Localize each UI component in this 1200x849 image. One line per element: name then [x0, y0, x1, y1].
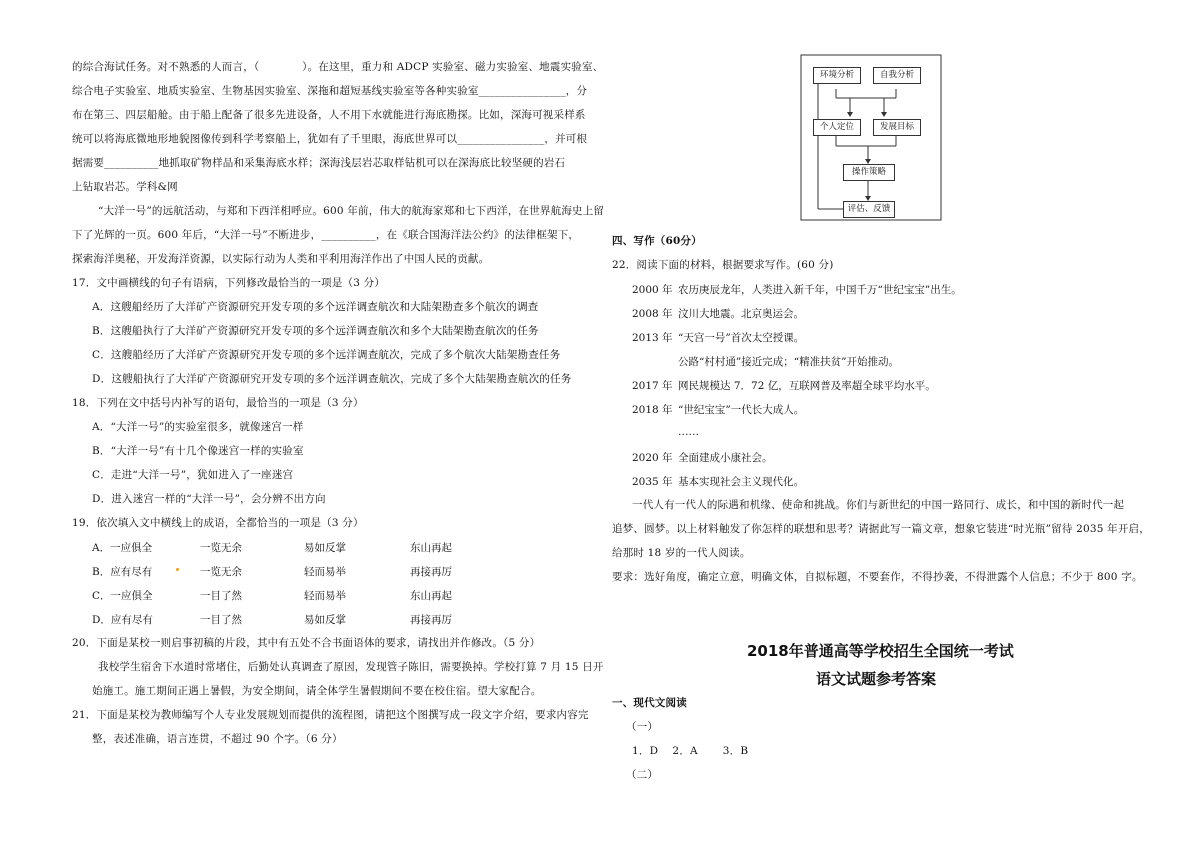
question-18-option-c: C．走进“大洋一号”，犹如进入了一座迷宫 — [92, 469, 294, 481]
flowchart-node-environment-analysis: 环境分析 — [813, 67, 861, 84]
q19-cell: 东山再起 — [410, 542, 452, 554]
q19-cell: 东山再起 — [410, 590, 452, 602]
question-20-body: 始施工。施工期间正遇上暑假，为安全期间，请全体学生暑假期间不要在校住宿。望大家配合。 — [92, 685, 542, 697]
passage-line: 布在第三、四层船舱。由于船上配备了很多先进设备，人不用下水就能进行海底勘探。比如，深海可视采样系 — [72, 109, 586, 121]
question-22-stem: 22．阅读下面的材料，根据要求写作。(60 分) — [612, 259, 834, 271]
timeline-year: 2000 年 — [632, 284, 673, 296]
q19-cell: B．应有尽有 — [92, 566, 153, 578]
timeline-text: 汶川大地震。北京奥运会。 — [678, 308, 804, 320]
timeline-text: 农历庚辰龙年，人类进入新千年，中国千万“世纪宝宝”出生。 — [678, 284, 962, 296]
q19-cell: 再接再厉 — [410, 566, 452, 578]
passage-line: 上钻取岩芯。学科&网 — [72, 181, 178, 193]
question-21-stem: 21．下面是某校为教师编写个人专业发展规划而提供的流程图，请把这个图撰写成一段文字介绍，要求内容完 — [72, 709, 589, 721]
q19-cell: 轻而易举 — [304, 566, 346, 578]
passage-line: 统可以将海底微地形地貌图像传到科学考察船上，犹如有了千里眼，海底世界可以________________，并可根 — [72, 133, 588, 145]
timeline-text: 全面建成小康社会。 — [678, 452, 773, 464]
passage-line: 综合电子实验室、地质实验室、生物基因实验室、深拖和超短基线实验室等各种实验室________________，分 — [72, 85, 588, 97]
passage-line: “大洋一号”的远航活动，与郑和下西洋相呼应。600 年前，伟大的航海家郑和七下西洋，在世界航海史上留 — [98, 205, 605, 217]
answer-subsection: （一） — [626, 721, 659, 733]
question-17-option-a: A．这艘船经历了大洋矿产资源研究开发专项的多个远洋调查航次和大陆架勘查多个航次的调查 — [92, 301, 539, 313]
answer-subtitle: 语文试题参考答案 — [816, 670, 937, 688]
flowchart-node-operation-strategy: 操作策略 — [843, 164, 895, 181]
q19-cell: 一目了然 — [200, 590, 242, 602]
flowchart-node-self-analysis: 自我分析 — [873, 67, 921, 84]
timeline-year: 2017 年 — [632, 380, 673, 392]
q19-cell: D．应有尽有 — [92, 614, 153, 626]
timeline-text: 公路“村村通”接近完成；“精准扶贫”开始推动。 — [678, 356, 899, 368]
passage-line: 据需要__________地抓取矿物样品和采集海底水样；深海浅层岩芯取样钻机可以在深海底比较坚硬的岩石 — [72, 157, 566, 169]
question-20-stem: 20．下面是某校一则启事初稿的片段，其中有五处不合书面语体的要求，请找出并作修改。（5 分） — [72, 637, 541, 649]
timeline-year: 2013 年 — [632, 332, 673, 344]
passage-line: 探索海洋奥秘，开发海洋资源，以实际行动为人类和平利用海洋作出了中国人民的贡献。 — [72, 253, 490, 265]
q19-cell: 一目了然 — [200, 614, 242, 626]
question-17-option-d: D．这艘船执行了大洋矿产资源研究开发专项的多个远洋调查航次，完成了多个大陆架勘查航次的任务 — [92, 373, 572, 385]
ink-mark — [176, 568, 179, 571]
q19-cell: A．一应俱全 — [92, 542, 153, 554]
timeline-text: …… — [678, 426, 699, 438]
question-18-stem: 18．下列在文中括号内补写的语句，最恰当的一项是（3 分） — [72, 397, 364, 409]
timeline-text: 网民规模达 7．72 亿，互联网普及率超全球平均水平。 — [678, 380, 936, 392]
question-17-stem: 17．文中画横线的句子有语病，下列修改最恰当的一项是（3 分） — [72, 277, 386, 289]
answer-subsection: （二） — [626, 769, 659, 781]
q19-cell: 易如反掌 — [304, 542, 346, 554]
writing-prompt-line: 一代人有一代人的际遇和机缘、使命和挑战。你们与新世纪的中国一路同行、成长，和中国的新时代一起 — [632, 499, 1125, 511]
q19-cell: 再接再厉 — [410, 614, 452, 626]
question-20-body: 我校学生宿舍下水道时常堵住，后勤处认真调查了原因，发现管子陈旧，需要换掉。学校打算 7 月 15 日开 — [98, 661, 604, 673]
question-18-option-b: B．“大洋一号”有十几个像迷宫一样的实验室 — [92, 445, 304, 457]
writing-requirement: 要求：选好角度，确定立意，明确文体，自拟标题，不要套作，不得抄袭，不得泄露个人信息；不少于 800 字。 — [612, 571, 1143, 583]
question-19-stem: 19．依次填入文中横线上的成语，全都恰当的一项是（3 分） — [72, 517, 364, 529]
question-18-option-d: D．进入迷宫一样的“大洋一号”，会分辨不出方向 — [92, 493, 326, 505]
timeline-year: 2018 年 — [632, 404, 673, 416]
question-18-option-a: A．“大洋一号”的实验室很多，就像迷宫一样 — [92, 421, 304, 433]
timeline-year: 2035 年 — [632, 476, 673, 488]
timeline-year: 2020 年 — [632, 452, 673, 464]
flowchart-node-development-goal: 发展目标 — [873, 119, 921, 136]
timeline-text: “天宫一号”首次太空授课。 — [678, 332, 805, 344]
q19-cell: 轻而易举 — [304, 590, 346, 602]
answer-section-heading: 一、现代文阅读 — [612, 697, 687, 709]
flowchart-node-evaluation-feedback: 评估、反馈 — [843, 201, 895, 218]
timeline-year: 2008 年 — [632, 308, 673, 320]
timeline-text: 基本实现社会主义现代化。 — [678, 476, 804, 488]
q19-cell: 一览无余 — [200, 566, 242, 578]
timeline-text: “世纪宝宝”一代长大成人。 — [678, 404, 805, 416]
writing-prompt-line: 给那时 18 岁的一代人阅读。 — [612, 547, 751, 559]
q19-cell: 易如反掌 — [304, 614, 346, 626]
passage-line: 下了光辉的一页。600 年后，“大洋一号”不断进步，__________，在《联合国海洋法公约》的法律框架下， — [72, 229, 580, 241]
answer-title: 2018年普通高等学校招生全国统一考试 — [747, 642, 1014, 660]
flowchart — [800, 54, 944, 222]
writing-prompt-line: 追梦、圆梦。以上材料触发了你怎样的联想和思考？请据此写一篇文章，想象它装进“时光瓶”留待 2035 年开启， — [612, 523, 1150, 535]
q19-cell: C．一应俱全 — [92, 590, 153, 602]
question-17-option-b: B．这艘船执行了大洋矿产资源研究开发专项的多个远洋调查航次和多个大陆架勘查航次的任务 — [92, 325, 539, 337]
question-17-option-c: C．这艘船经历了大洋矿产资源研究开发专项的多个远洋调查航次，完成了多个航次大陆架勘查任务 — [92, 349, 561, 361]
answer-list: 1．D 2．A 3．B — [632, 745, 749, 757]
question-21-stem: 整，表述准确，语言连贯，不超过 90 个字。（6 分） — [92, 733, 343, 745]
writing-section-heading: 四、写作（60分） — [612, 235, 702, 247]
passage-line: 的综合海试任务。对不熟悉的人而言，（ ）。在这里，重力和 ADCP 实验室、磁力实验室、地震实验室、 — [72, 61, 604, 73]
q19-cell: 一览无余 — [200, 542, 242, 554]
flowchart-node-personal-positioning: 个人定位 — [813, 119, 861, 136]
